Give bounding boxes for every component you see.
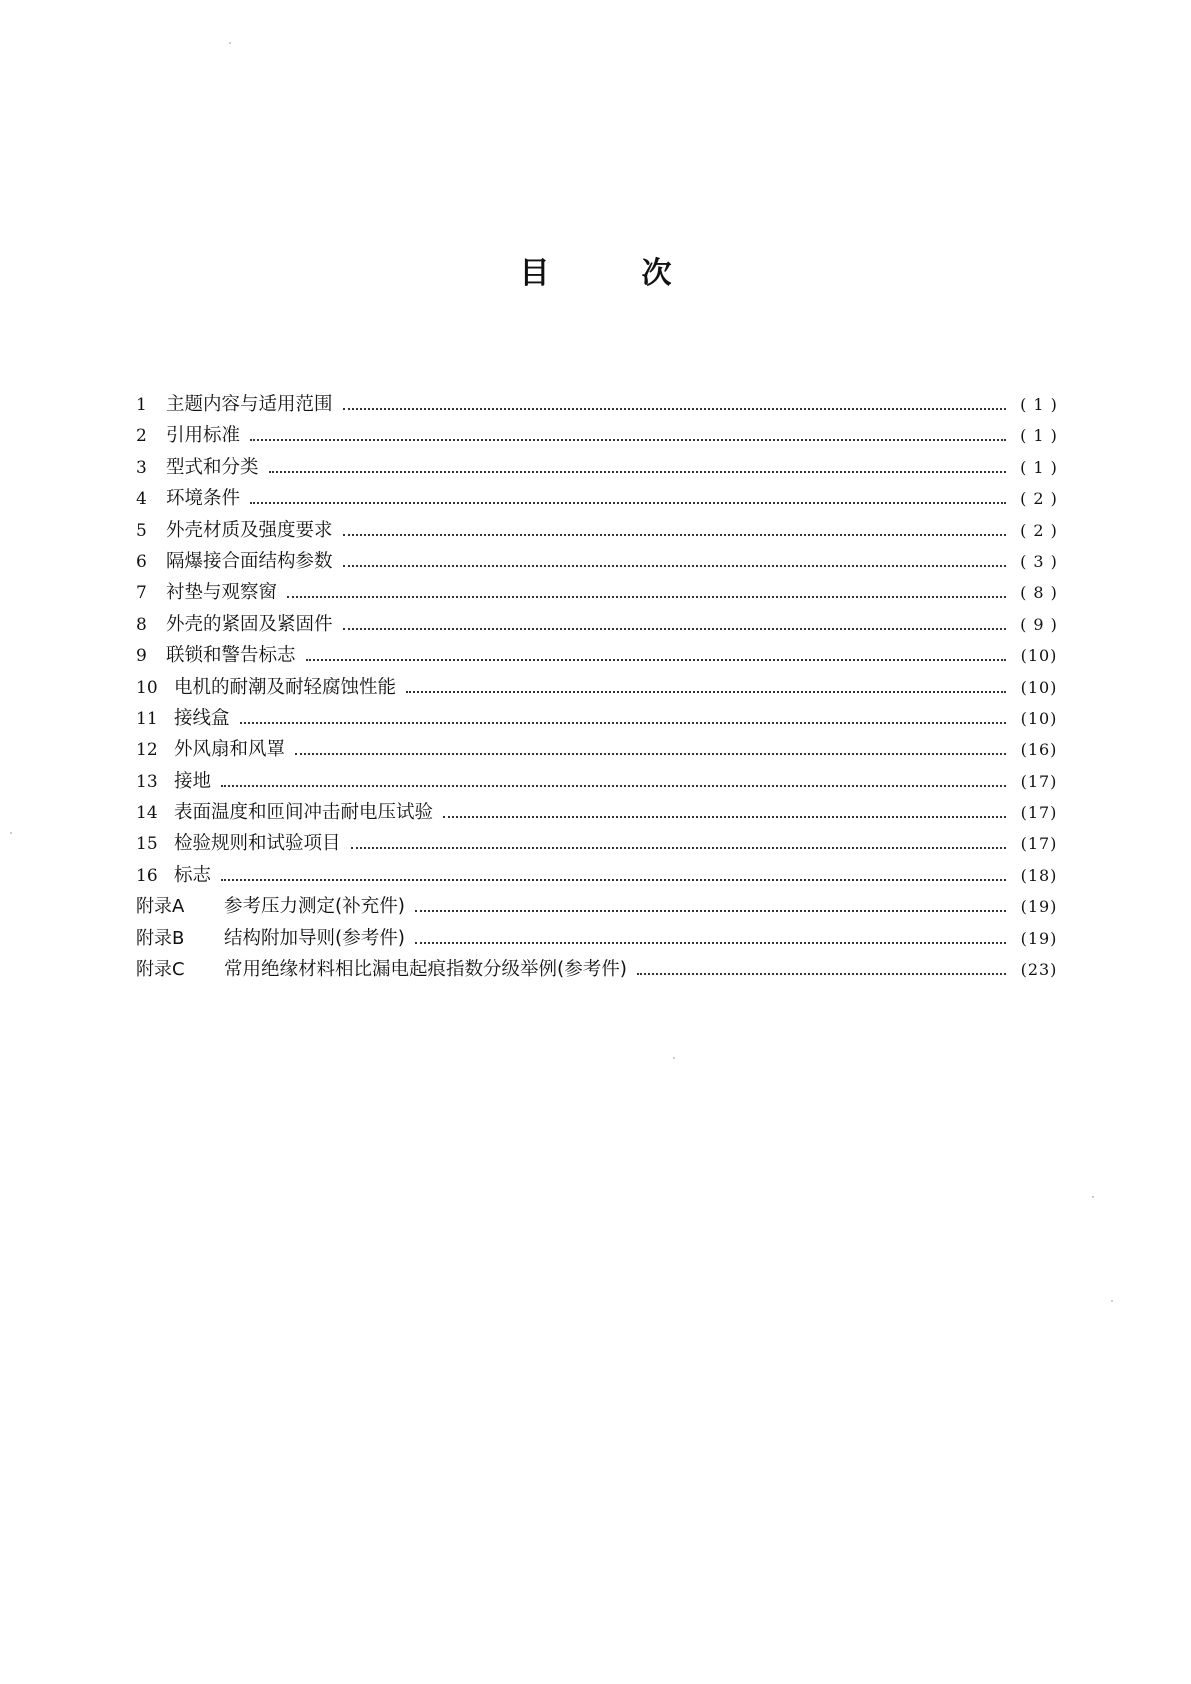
title-char-1: 目: [519, 256, 550, 291]
toc-entry-page: ( 9 ): [1020, 614, 1058, 634]
scan-speck: [1111, 1300, 1113, 1302]
toc-entry-title: 联锁和警告标志: [166, 645, 296, 667]
toc-dot-leader: [343, 627, 1006, 630]
toc-entry-number: 2: [136, 426, 147, 447]
toc-dot-leader: [287, 595, 1006, 598]
toc-entry: [136, 861, 1066, 892]
toc-entry: [136, 421, 1066, 452]
toc-entry-number: 附录A: [136, 896, 185, 918]
toc-entry-title: 型式和分类: [166, 456, 259, 478]
toc-entry: [136, 453, 1066, 484]
toc-dot-leader: [343, 564, 1006, 567]
toc-dot-leader: [250, 438, 1006, 441]
toc-dot-leader: [343, 533, 1006, 536]
scan-speck: [673, 1057, 675, 1059]
toc-entry: [136, 735, 1066, 766]
toc-dot-leader: [343, 407, 1006, 410]
toc-entry-number: 15: [136, 834, 158, 855]
scan-speck: [229, 42, 231, 44]
toc-entry-number: 11: [136, 708, 158, 729]
toc-entry-number: 5: [136, 520, 147, 541]
toc-entry-page: (17): [1020, 803, 1058, 823]
toc-entry-number: 10: [136, 677, 158, 698]
toc-dot-leader: [269, 470, 1006, 473]
toc-entry-number: 12: [136, 740, 158, 761]
toc-entry-number: 14: [136, 803, 158, 824]
toc-entry-number: 7: [136, 583, 147, 604]
toc-entry: [136, 578, 1066, 609]
toc-entry-page: (10): [1020, 646, 1058, 666]
toc-entry-title: 主题内容与适用范围: [166, 394, 333, 415]
title-gap: [550, 248, 642, 292]
toc-entry: [136, 829, 1066, 860]
toc-entry-page: (17): [1020, 834, 1058, 854]
toc-entry-number: 附录C: [136, 959, 185, 981]
toc-entry-title: 表面温度和匝间冲击耐电压试验: [174, 802, 434, 824]
toc-entry-number: 6: [136, 551, 147, 572]
toc-entry-number: 4: [136, 489, 147, 510]
toc-entry-number: 9: [136, 646, 147, 667]
toc-dot-leader: [637, 972, 1006, 975]
toc-entry-title: 接地: [174, 770, 212, 792]
toc-entry-page: ( 1 ): [1020, 395, 1058, 414]
title-char-2: 次: [641, 256, 672, 291]
toc-entry: [136, 641, 1066, 672]
toc-entry-title: 衬垫与观察窗: [166, 582, 278, 604]
page-title: [0, 248, 1191, 292]
toc-dot-leader: [351, 846, 1006, 849]
toc-entry-title: 参考压力测定(补充件): [224, 896, 405, 918]
toc-entry-title: 外壳的紧固及紧固件: [166, 613, 333, 635]
toc-entry: [136, 892, 1066, 923]
toc-entry-page: ( 8 ): [1020, 583, 1058, 603]
toc-entry-number: 3: [136, 457, 147, 478]
toc-entry-title: 标志: [174, 864, 212, 886]
toc-entry-number: 13: [136, 771, 158, 792]
toc-entry: [136, 673, 1066, 704]
toc-dot-leader: [443, 815, 1006, 818]
table-of-contents: [136, 390, 1066, 986]
toc-dot-leader: [295, 752, 1006, 755]
toc-entry-number: 8: [136, 614, 147, 635]
toc-entry-page: ( 1 ): [1020, 426, 1058, 446]
toc-dot-leader: [250, 501, 1006, 504]
toc-entry-title: 结构附加导则(参考件): [224, 927, 405, 949]
toc-dot-leader: [415, 941, 1006, 944]
toc-entry-page: (17): [1020, 771, 1058, 791]
toc-entry-page: ( 1 ): [1020, 457, 1058, 477]
toc-entry-number: 16: [136, 865, 158, 886]
toc-entry: [136, 798, 1066, 829]
toc-entry-title: 检验规则和试验项目: [174, 833, 341, 855]
toc-entry-page: (18): [1020, 865, 1058, 885]
toc-entry: [136, 484, 1066, 515]
toc-entry-page: (10): [1020, 708, 1058, 728]
toc-entry-title: 接线盒: [174, 707, 230, 729]
toc-dot-leader: [415, 909, 1006, 912]
toc-dot-leader: [221, 784, 1006, 787]
toc-entry: [136, 924, 1066, 955]
toc-entry: [136, 955, 1066, 986]
toc-entry-page: (10): [1020, 677, 1058, 697]
toc-entry-title: 常用绝缘材料相比漏电起痕指数分级举例(参考件): [224, 959, 627, 981]
toc-dot-leader: [406, 690, 1006, 693]
toc-dot-leader: [306, 658, 1006, 661]
toc-entry-title: 外壳材质及强度要求: [166, 519, 333, 541]
toc-dot-leader: [221, 878, 1006, 881]
toc-entry-title: 外风扇和风罩: [174, 739, 286, 761]
toc-dot-leader: [240, 721, 1006, 724]
toc-entry-page: (16): [1020, 740, 1058, 760]
toc-entry-title: 电机的耐潮及耐轻腐蚀性能: [174, 676, 397, 698]
toc-entry: [136, 390, 1066, 421]
toc-entry-page: ( 3 ): [1020, 551, 1058, 571]
toc-entry: [136, 767, 1066, 798]
toc-entry-number: 1: [136, 395, 147, 415]
toc-entry-page: (19): [1020, 928, 1058, 948]
toc-entry: [136, 516, 1066, 547]
toc-entry: [136, 610, 1066, 641]
scan-speck: [10, 832, 12, 834]
toc-entry-title: 环境条件: [166, 488, 241, 510]
toc-entry: [136, 704, 1066, 735]
toc-entry-page: ( 2 ): [1020, 489, 1058, 509]
toc-entry-number: 附录B: [136, 927, 185, 949]
toc-entry: [136, 547, 1066, 578]
toc-entry-title: 引用标准: [166, 425, 241, 447]
toc-entry-page: (19): [1020, 897, 1058, 917]
toc-entry-page: (23): [1020, 960, 1058, 980]
toc-entry-page: ( 2 ): [1020, 520, 1058, 540]
scan-speck: [1092, 1196, 1094, 1198]
toc-entry-title: 隔爆接合面结构参数: [166, 550, 333, 572]
